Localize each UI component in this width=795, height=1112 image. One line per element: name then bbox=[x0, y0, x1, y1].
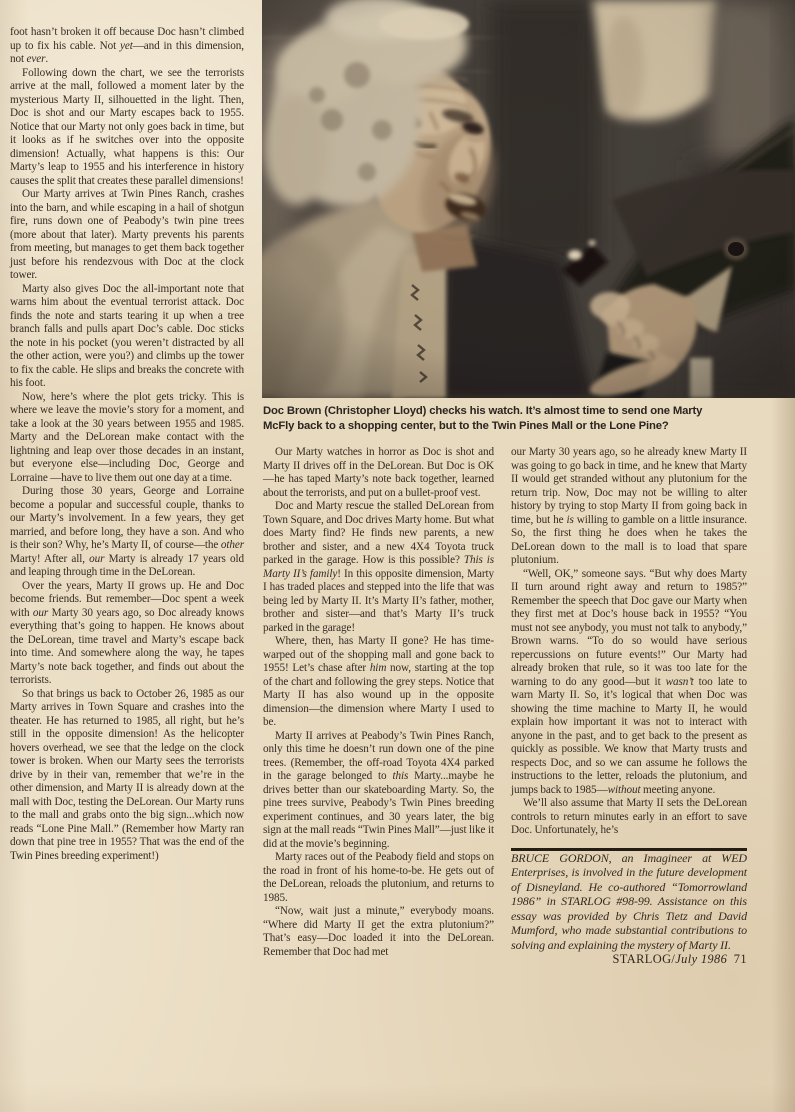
article-paragraph: “Well, OK,” someone says. “But why does Marty II turn around right away and return to 1985?” Remember the speech that Doc gave our Marty when they first met at Doc’s house back in 1955? “You must not see anybody, you must not talk to anybody,” Brown warns. “To do so would have serious repercussions on future events!” Our Marty had already broken that rule, so it was too late for the warning to do any good—but it wasn’t too late to warn Marty II. So, it’s logical that when Doc was showing the time machine to Marty II, he would explain how important it was not to interact with anyone in the past, and to get back to the present as quickly as possible. We know that Marty trusts and respects Doc, and so we can assume he follows the instructions to the letter, reloads the plutonium, and jumps back to 1985—without meeting anyone. bbox=[511, 567, 747, 796]
page-footer: STARLOG/July 1986 71 bbox=[612, 951, 747, 966]
article-paragraph: Our Marty arrives at Twin Pines Ranch, crashes into the barn, and while escaping in a hail of shotgun fire, runs down one of Peabody’s twin pine trees (more about that later). Marty prevents his parents from meeting, but manages to get them back together just before his rendezvous with Doc at the clock tower. bbox=[10, 188, 244, 281]
article-paragraph: We’ll also assume that Marty II sets the DeLorean controls to return minutes early in an effort to save Doc. Unfortunately, he’s bbox=[511, 797, 747, 836]
doc-brown-photo-illustration bbox=[262, 0, 795, 398]
author-bio: BRUCE GORDON, an Imagineer at WED Enterprises, is involved in the future development of Disneyland. He co-authored “Tomorrowland 1986” in STARLOG #98-99. Assistance on this essay was provided by Chris Tietz and David Mumford, who made substantial contributions to solving and explaining the mystery of Marty II. bbox=[511, 850, 747, 953]
article-paragraph: “Now, wait just a minute,” everybody moans. “Where did Marty II get the extra plutonium?” That’s easy—Doc loaded it into the DeLorean. Remember that Doc had met bbox=[263, 905, 494, 958]
vignette bbox=[262, 0, 795, 398]
article-paragraph: Where, then, has Marty II gone? He has time-warped out of the shopping mall and gone back to 1955! Let’s chase after him now, starting at the top of the chart and following the grey steps. Notice that Marty II has also wound up in the opposite dimension—the dimension where Marty I used to be. bbox=[263, 635, 494, 728]
article-paragraph: During those 30 years, George and Lorraine become a popular and successful couple, thanks to our Marty’s involvement. In a few years, they get married, and before long, they have a son. And who is their son? Why, he’s Marty II, of course—the other Marty! After all, our Marty is already 17 years old and leaping through time in the DeLorean. bbox=[10, 485, 244, 578]
doc-brown-photo bbox=[262, 0, 795, 398]
article-paragraph: Doc and Marty rescue the stalled DeLorean from Town Square, and Doc drives Marty home. But what does Marty find? He finds new parents, a new brother and sister, and a new 4X4 Toyota truck parked in the garage. How is this possible? This is Marty II’s family! In this opposite dimension, Marty I has traded places and stepped into the life that was being led by Marty II. It’s Marty II’s father, mother, brother and sister—and that’s Marty II’s truck parked in the garage! bbox=[263, 500, 495, 634]
article-column-right bbox=[511, 446, 747, 966]
article-paragraph: Now, here’s where the plot gets tricky. This is where we leave the movie’s story for a moment, and take a look at the 30 years between 1955 and 1985. Marty and the DeLorean make contact with the lightning and leap over those decades in an instant, but everyone else—including Doc, George and Lorraine —have to live them out one day at a time. bbox=[10, 390, 244, 484]
article-paragraph: Our Marty watches in horror as Doc is shot and Marty II drives off in the DeLorean. But Doc is OK—he has taped Marty’s note back together, learned about the terrorists, and put on a bullet-proof vest. bbox=[263, 446, 494, 499]
article-paragraph: foot hasn’t broken it off because Doc hasn’t climbed up to fix his cable. Not yet—and in this dimension, not ever. bbox=[10, 26, 244, 65]
article-paragraph: Following down the chart, we see the terrorists arrive at the mall, followed a moment later by the mysterious Marty II, silhouetted in the light. Then, Doc is shot and our Marty escapes back to 1955. Notice that our Marty not only goes back in time, but it looks as if he switches over into the opposite dimension! Actually, what happens is this: Our Marty’s leap to 1955 and his interference in history causes the split that creates these parallel dimensions! bbox=[10, 66, 244, 187]
article-paragraph: our Marty 30 years ago, so he already knew Marty II was going to go back in time, and he knew that Marty II would get stranded without any plutonium for the return trip. Now, Doc may not be willing to alter history by trying to stop Marty II from going back in time, but he is willing to gamble on a little insurance. So, the first thing he does when he takes the DeLorean down to the mall is to load that spare plutonium. bbox=[511, 446, 748, 566]
article-column-left bbox=[10, 26, 244, 863]
article-paragraph: Over the years, Marty II grows up. He and Doc become friends. But remember—Doc spent a week with our Marty 30 years ago, so Doc already knows everything that’s going to happen. He knows about the DeLorean, time travel and Marty’s escape back into time. And somewhere along the way, he tapes Marty’s note back together, and finds out about the terrorists. bbox=[10, 579, 244, 686]
article-paragraph: Marty races out of the Peabody field and stops on the road in front of his home-to-be. He gets out of the DeLorean, reloads the plutonium, and returns to 1985. bbox=[263, 851, 494, 904]
photo-caption: Doc Brown (Christopher Lloyd) checks his watch. It’s almost time to send one Marty McFly back to a shopping center, but to the Twin Pines Mall or the Lone Pine? bbox=[263, 405, 703, 432]
article-paragraph: Marty II arrives at Peabody’s Twin Pines Ranch, only this time he doesn’t run down one of the pine trees. (Remember, the off-road Toyota 4X4 parked in the garage belonged to this Marty...maybe he drives better than our skateboarding Marty. So, the pine trees survive, Peabody’s Twin Pines breeding experiment continues, and 30 years later, the big sign at the mall reads “Twin Pines Mall”—just like it did at the movie’s beginning. bbox=[263, 729, 494, 850]
article-column-middle bbox=[263, 446, 494, 959]
article-paragraph: Marty also gives Doc the all-important note that warns him about the eventual terrorist attack. Doc finds the note and starts tearing it up when a tree branch falls and pulls apart Doc’s cable. Doc sticks the note in his pocket (you weren’t distracted by all the other action, were you?) and climbs up the tower to fix the cable. He slips and breaks the concrete with his foot. bbox=[10, 282, 244, 389]
article-paragraph: So that brings us back to October 26, 1985 as our Marty arrives in Town Square and crashes into the theater. He has returned to 1985, all right, but he’s still in the opposite dimension! As the helicopter hovers overhead, we see that the ledge on the clock tower is broken. When our Marty sees the terrorists drive by in their van, remember that we’re in the other dimension, and Marty II is already down at the mall with Doc, testing the DeLorean. Our Marty runs to the mall and grabs onto the big sign...which now reads “Lone Pine Mall.” (Remember how Marty ran down that pine tree in 1955? That was the end of the Twin Pines breeding experiment!) bbox=[10, 687, 244, 862]
